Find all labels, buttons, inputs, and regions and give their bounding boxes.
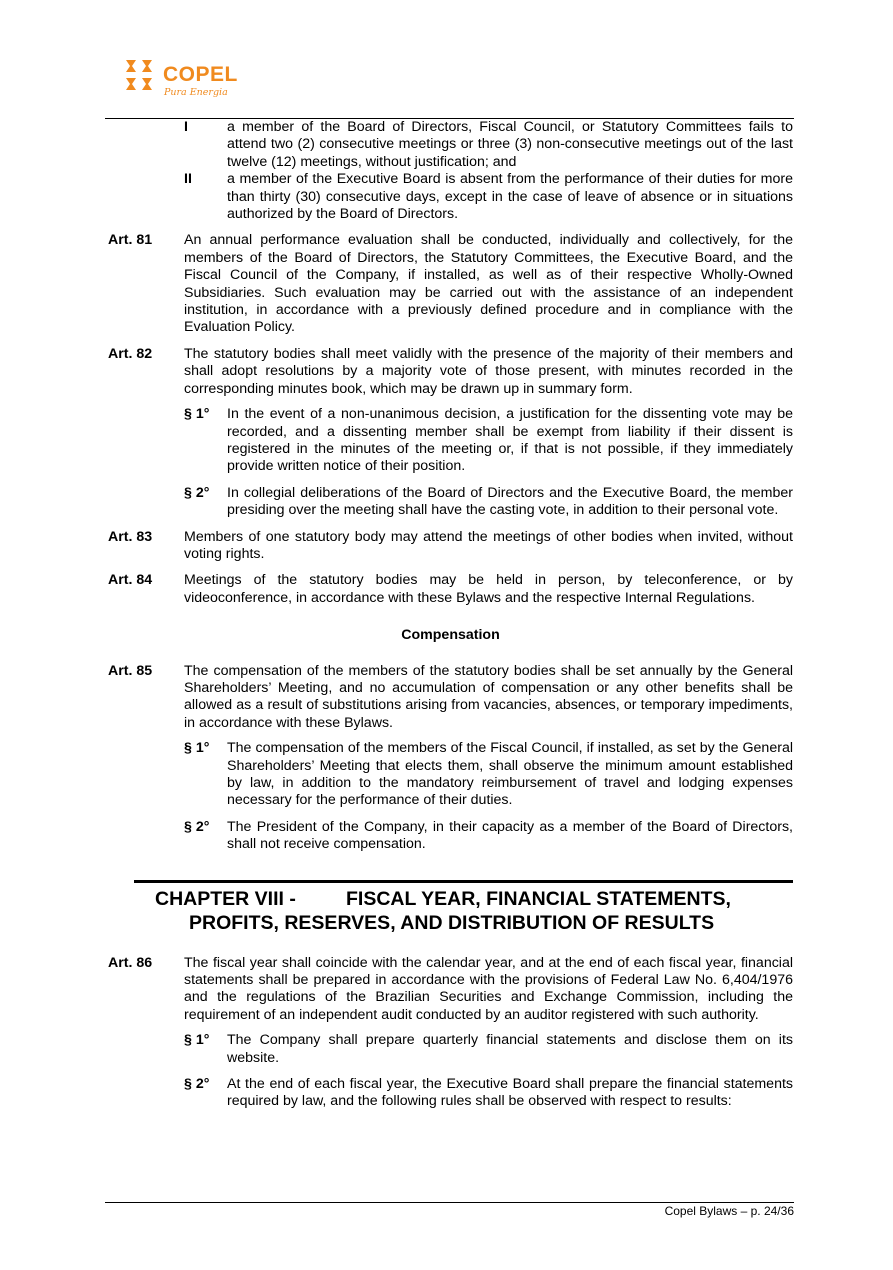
article-86: [108, 955, 793, 1025]
paragraph: [184, 406, 793, 476]
article-text: The statutory bodies shall meet validly with the presence of the majority of their members and shall adopt resolutions by a majority vote of those present, with minutes recorded in the corresponding minutes book, which may be drawn up in summary form.: [184, 345, 793, 397]
chapter-title-line-1: [134, 887, 793, 911]
paragraph-text: The compensation of the members of the Fiscal Council, if installed, as set by the General Shareholders’ Meeting that elects them, shall observe the minimum amount established by law, in addition to the mandatory reimbursement of travel and lodging expenses necessary for the performance of their duties.: [227, 740, 793, 809]
logo-tagline: Pura Energia: [164, 87, 228, 98]
paragraph-number: § 1°: [184, 740, 210, 757]
article-84: [108, 572, 793, 607]
paragraph-text: In the event of a non-unanimous decision, a justification for the dissenting vote may be recorded, and a dissenting member shall be exempt from liability if their dissent is registered in the minutes of the meeting or, if that is not possible, if they immediately provide written notice of their position.: [227, 406, 793, 475]
paragraph-text: The President of the Company, in their capacity as a member of the Board of Directors, shall not receive compensation.: [227, 818, 793, 853]
article-text: The compensation of the members of the statutory bodies shall be set annually by the General Shareholders’ Meeting, and no accumulation of compensation or any other benefits shall be allowed as a result of substitutions arising from vacancies, absences, or temporary impediments, in accordance with these Bylaws.: [184, 662, 793, 731]
paragraph: [184, 819, 793, 854]
list-item: [184, 119, 793, 171]
item-text: a member of the Board of Directors, Fiscal Council, or Statutory Committees fails to attend two (2) consecutive meetings or three (3) non-consecutive meetings out of the last twelve (12) meetings, without justification; and: [227, 119, 793, 170]
article-number: Art. 81: [108, 232, 153, 249]
art80-items: [108, 119, 793, 223]
article-85: [108, 663, 793, 733]
item-text: a member of the Executive Board is absent from the performance of their duties for more than thirty (30) consecutive days, except in the case of leave of absence or in situations authorized by the Board of Directors.: [227, 171, 793, 223]
paragraph-number: § 1°: [184, 406, 210, 423]
item-number: I: [184, 119, 188, 135]
article-number: Art. 83: [108, 528, 153, 545]
article-82: [108, 346, 793, 398]
copel-logo: [122, 58, 242, 102]
paragraph: [184, 740, 793, 810]
logo-wordmark: COPEL: [163, 63, 238, 86]
article-number: Art. 82: [108, 345, 153, 362]
chapter-title-line-2: PROFITS, RESERVES, AND DISTRIBUTION OF RESULTS: [189, 911, 715, 934]
chapter-number: CHAPTER VIII -: [155, 887, 296, 910]
article-81: [108, 232, 793, 336]
footer-divider: [105, 1202, 794, 1203]
chapter-heading: [134, 880, 793, 935]
list-item: [184, 171, 793, 223]
article-text: The fiscal year shall coincide with the calendar year, and at the end of each fiscal year, financial statements shall be prepared in accordance with the provisions of Federal Law No. 6,404/1976 and the regulations of the Brazilian Securities and Exchange Commission, including the requirement of an independent audit conducted by an auditor registered with such authority.: [184, 954, 793, 1023]
paragraph-text: In collegial deliberations of the Board of Directors and the Executive Board, the member presiding over the meeting shall have the casting vote, in addition to their personal vote.: [227, 484, 793, 519]
paragraph-number: § 1°: [184, 1032, 210, 1049]
article-number: Art. 84: [108, 572, 153, 589]
chapter-title-part-1: FISCAL YEAR, FINANCIAL STATEMENTS,: [346, 887, 731, 910]
paragraph: [184, 1076, 793, 1111]
article-text: Meetings of the statutory bodies may be held in person, by teleconference, or by videoconference, in accordance with these Bylaws and the respective Internal Regulations.: [184, 572, 793, 606]
item-number: II: [184, 171, 192, 188]
page-footer: Copel Bylaws – p. 24/36: [664, 1204, 794, 1218]
paragraph-number: § 2°: [184, 818, 210, 835]
paragraph-text: The Company shall prepare quarterly financial statements and disclose them on its website.: [227, 1032, 793, 1066]
document-body: [108, 119, 793, 1120]
article-text: Members of one statutory body may attend the meetings of other bodies when invited, without voting rights.: [184, 528, 793, 562]
article-number: Art. 85: [108, 662, 153, 679]
paragraph: [184, 1032, 793, 1067]
article-text: An annual performance evaluation shall be conducted, individually and collectively, for the members of the Board of Directors, the Statutory Committees, the Executive Board, and the Fiscal Council of the Company, if installed, as well as of their respective Wholly-Owned Subsidiaries. Such evaluation may be carried out with the assistance of an independent institution, in accordance with a previously defined procedure and in compliance with the Evaluation Policy.: [184, 232, 793, 336]
section-heading: Compensation: [401, 627, 500, 644]
paragraph: [184, 485, 793, 520]
article-number: Art. 86: [108, 954, 153, 971]
paragraph-number: § 2°: [184, 484, 210, 501]
paragraph-text: At the end of each fiscal year, the Executive Board shall prepare the financial statements required by law, and the following rules shall be observed with respect to results:: [227, 1076, 793, 1110]
copel-flame-icon: [122, 58, 158, 94]
paragraph-number: § 2°: [184, 1076, 210, 1093]
article-83: [108, 529, 793, 564]
